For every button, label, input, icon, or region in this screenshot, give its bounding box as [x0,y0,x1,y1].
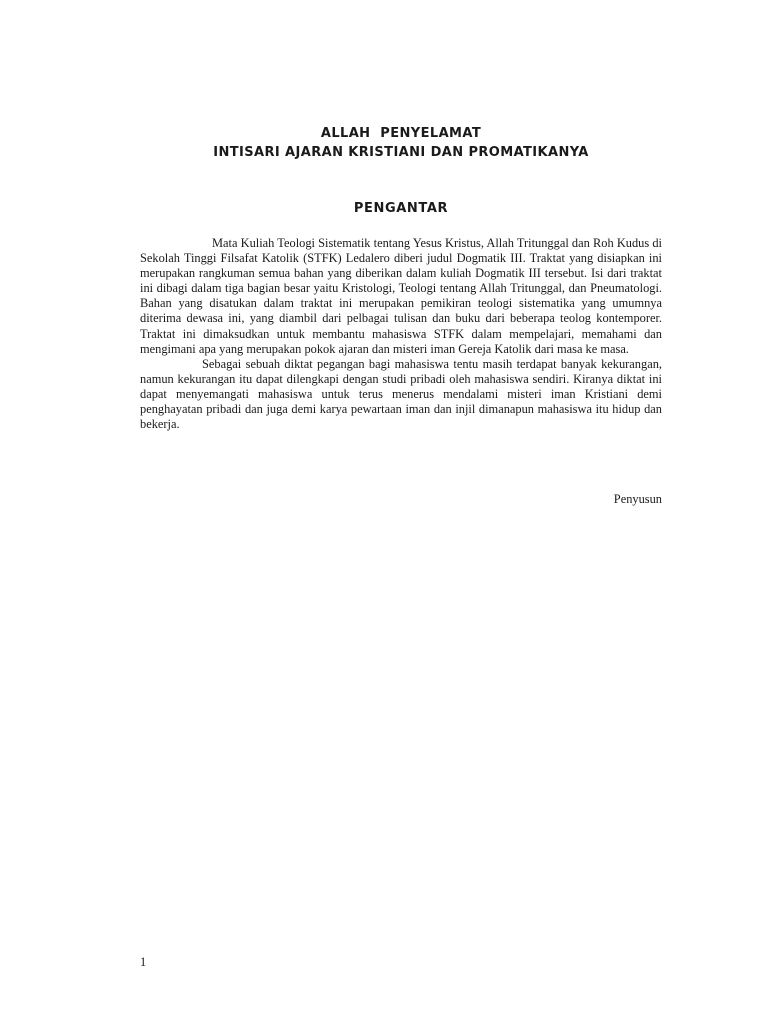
document-title-line-2: INTISARI AJARAN KRISTIANI DAN PROMATIKANYA [213,145,589,160]
paragraph-1: Mata Kuliah Teologi Sistematik tentang Yesus Kristus, Allah Tritunggal dan Roh Kudus di Sekolah Tinggi Filsafat Katolik (STFK) Ledalero diberi judul Dogmatik III. Traktat yang disiapkan ini merupakan rangkuman semua bahan yang diberikan dalam kuliah Dogmatik III tersebut. Isi dari traktat ini dibagi dalam tiga bagian besar yaitu Kristologi, Teologi tentang Allah Tritunggal, dan Pneumatologi. Bahan yang disatukan dalam traktat ini merupakan pemikiran teologi sistematika yang umumnya diterima dewasa ini, yang diambil dari pelbagai tulisan dan buku dari beberapa teolog kontemporer. Traktat ini dimaksudkan untuk membantu mahasiswa STFK dalam mempelajari, memahami dan mengimani apa yang merupakan pokok ajaran dan misteri iman Gereja Katolik dari masa ke masa. [140,236,662,356]
body-text [140,236,662,432]
document-title [140,124,662,162]
document-title-line-1: ALLAH PENYELAMAT [320,126,482,141]
author-signature: Penyusun [613,492,662,506]
paragraph-2: Sebagai sebuah diktat pegangan bagi mahasiswa tentu masih terdapat banyak kekurangan, namun kekurangan itu dapat dilengkapi dengan studi pribadi oleh mahasiswa sendiri. Kiranya diktat ini dapat menyemangati mahasiswa untuk terus menerus mendalami misteri iman Kristiani demi penghayatan pribadi dan juga demi karya pewartaan iman dan injil dimanapun mahasiswa itu hidup dan bekerja. [140,356,662,432]
section-heading: PENGANTAR [353,201,449,216]
page-number: 1 [140,955,147,969]
